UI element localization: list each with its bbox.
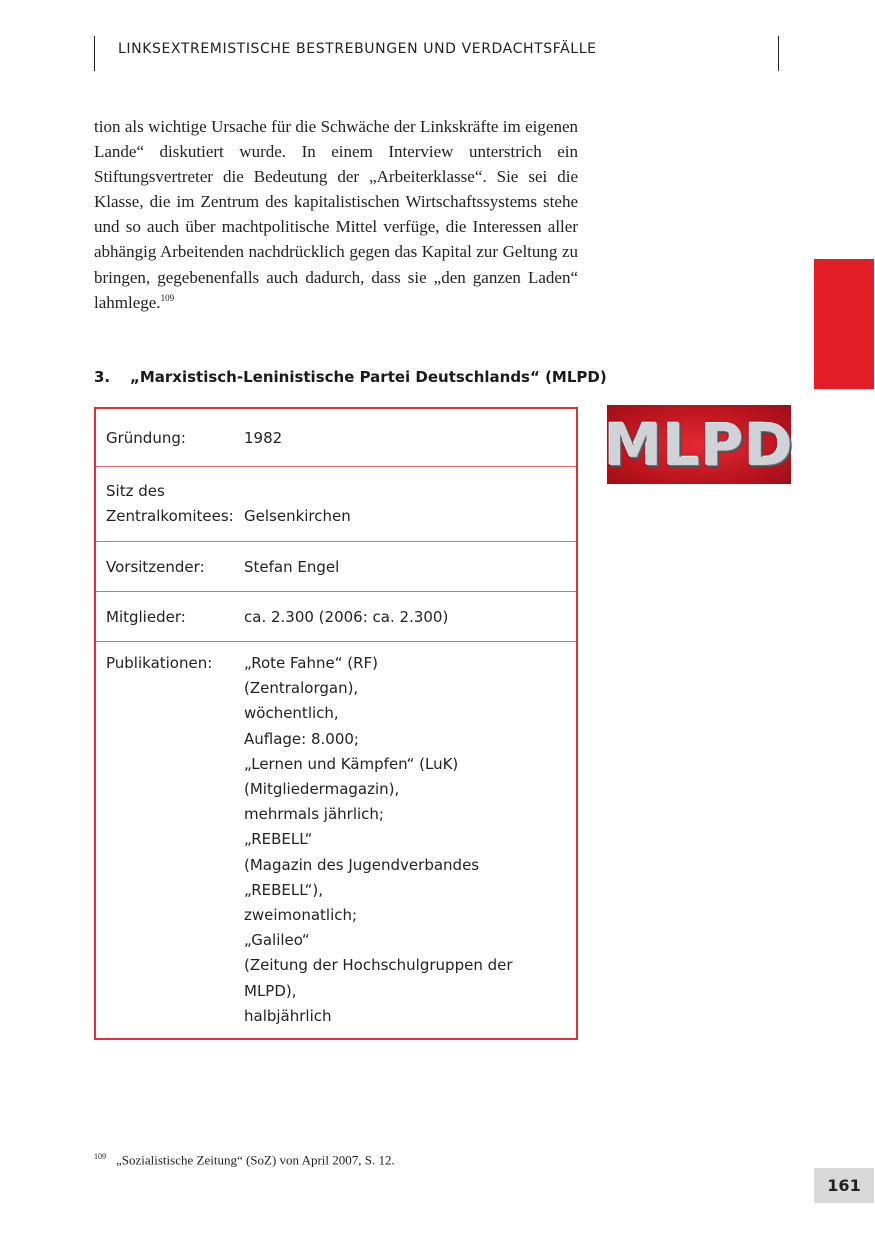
fact-row-publications bbox=[96, 641, 576, 1038]
publication-line: „REBELL“), bbox=[244, 880, 323, 899]
members-value: ca. 2.300 (2006: ca. 2.300) bbox=[244, 607, 449, 626]
publication-line: (Zentralorgan), bbox=[244, 679, 359, 698]
publication-line: mehrmals jährlich; bbox=[244, 805, 384, 824]
publication-line: „Galileo“ bbox=[244, 931, 310, 950]
publication-line: „Lernen und Kämpfen“ (LuK) bbox=[244, 754, 459, 773]
fact-row-members bbox=[96, 591, 576, 641]
footnote bbox=[94, 1152, 395, 1168]
mlpd-logo bbox=[604, 405, 794, 484]
footnote-text: „Sozialistische Zeitung“ (SoZ) von April 2007, S. 12. bbox=[116, 1152, 395, 1168]
publication-line: wöchentlich, bbox=[244, 704, 339, 723]
header-rule-left bbox=[94, 36, 95, 71]
publications-label: Publikationen: bbox=[106, 654, 213, 672]
publication-line: MLPD), bbox=[244, 981, 297, 1000]
seat-value: Gelsenkirchen bbox=[244, 507, 351, 525]
fact-row-seat bbox=[96, 466, 576, 541]
section-number: 3. bbox=[94, 368, 111, 386]
seat-label bbox=[106, 479, 244, 529]
seat-label-line2: Zentralkomitees: bbox=[106, 507, 234, 525]
publications-list bbox=[244, 651, 566, 1029]
publication-line: (Mitgliedermagazin), bbox=[244, 780, 400, 799]
founding-value: 1982 bbox=[244, 428, 283, 447]
members-label: Mitglieder: bbox=[106, 607, 186, 626]
footnote-number: 109 bbox=[94, 1152, 106, 1161]
publication-line: „Rote Fahne“ (RF) bbox=[244, 654, 379, 672]
section-title: „Marxistisch-Leninistische Partei Deutschlands“ (MLPD) bbox=[130, 368, 607, 386]
running-head: LINKSEXTREMISTISCHE BESTREBUNGEN UND VERDACHTSFÄLLE bbox=[118, 41, 597, 57]
chapter-side-tab bbox=[814, 259, 874, 389]
chair-label: Vorsitzender: bbox=[106, 557, 205, 576]
paragraph-text: tion als wichtige Ursache für die Schwäche der Linkskräfte im eigenen Lande“ diskutiert wurde. In einem Interview unterstrich ein Stiftungsvertreter die Bedeutung der „Arbeiterklasse“. Sie sei die Klasse, die im Zentrum des kapitalistischen Wirtschaftssystems stehe und so auch über machtpolitische Mittel verfüge, die Interessen aller abhängig Arbeitenden nachdrücklich gegen das Kapital zur Geltung zu bringen, gegebenenfalls auch dadurch, dass sie „den ganzen Laden“ lahmlege. bbox=[94, 117, 578, 312]
publication-line: zweimonatlich; bbox=[244, 906, 358, 925]
publication-line: Auflage: 8.000; bbox=[244, 729, 359, 748]
section-heading bbox=[94, 368, 607, 386]
chair-value: Stefan Engel bbox=[244, 557, 340, 576]
page-number: 161 bbox=[814, 1168, 874, 1203]
fact-row-founding bbox=[96, 409, 576, 466]
publication-line: halbjährlich bbox=[244, 1006, 332, 1025]
publication-line: „REBELL“ bbox=[244, 830, 313, 849]
footnote-reference[interactable]: 109 bbox=[160, 292, 175, 303]
founding-label: Gründung: bbox=[106, 428, 186, 447]
seat-label-line1: Sitz des bbox=[106, 482, 165, 500]
publication-line: (Zeitung der Hochschulgruppen der bbox=[244, 956, 513, 975]
body-paragraph bbox=[94, 114, 578, 315]
fact-row-chair bbox=[96, 541, 576, 591]
header-rule-right bbox=[778, 36, 779, 71]
logo-text: MLPD bbox=[604, 410, 794, 479]
fact-box bbox=[94, 407, 578, 1040]
publication-line: (Magazin des Jugendverbandes bbox=[244, 855, 480, 874]
